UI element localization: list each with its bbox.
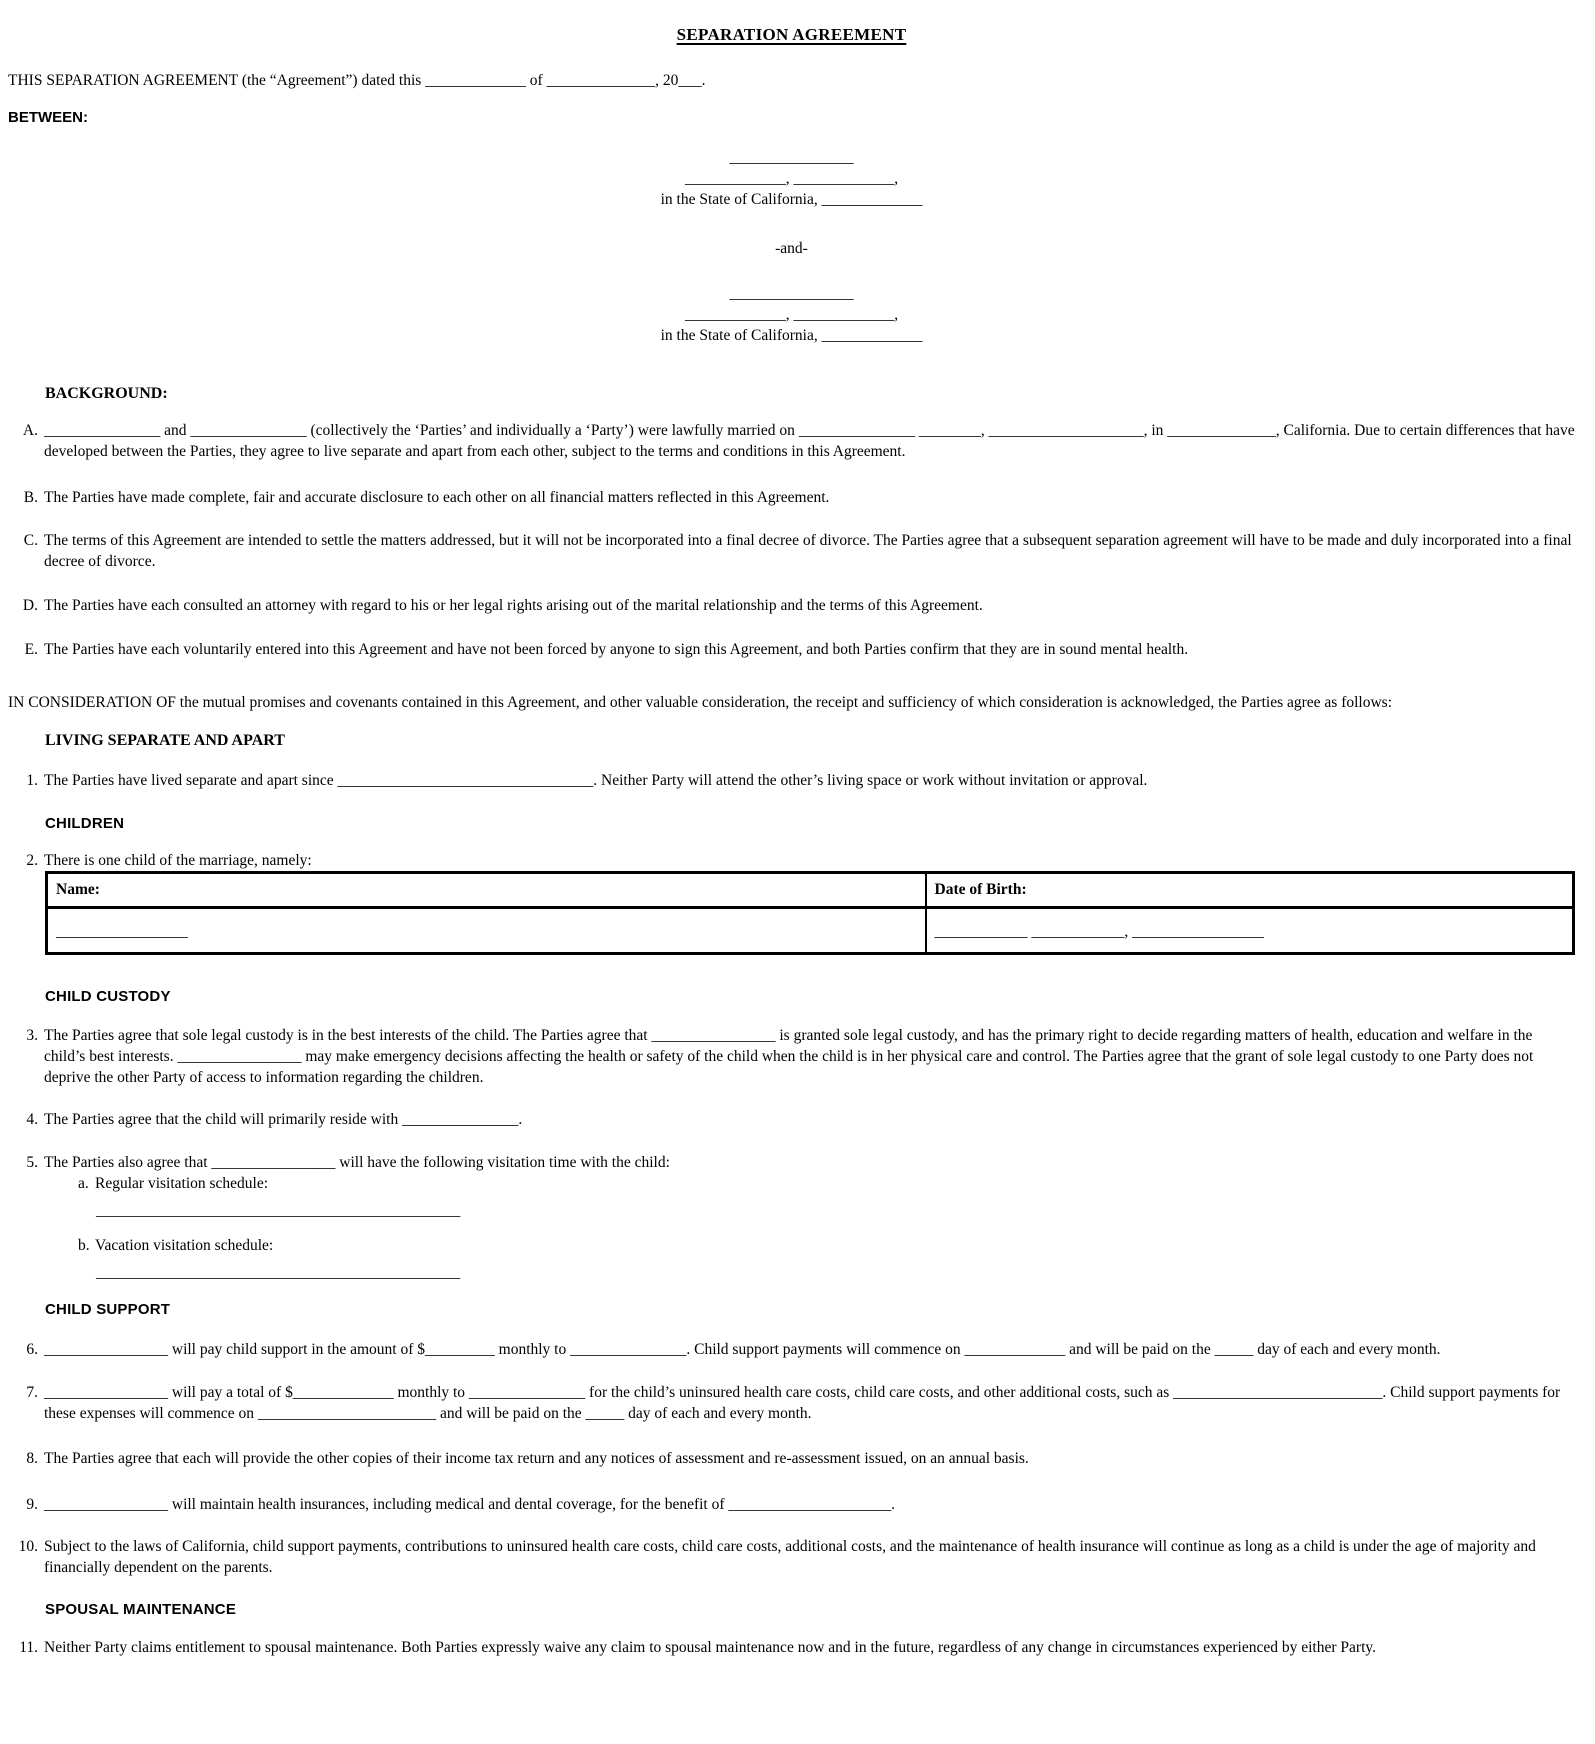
list-item-10 [8, 1536, 1575, 1578]
item-text: ________________ will maintain health insurances, including medical and dental coverage, for the benefit of _____________________. [44, 1496, 896, 1513]
list-item-2 [8, 850, 1575, 871]
party-1-address-blank: _____________, _____________, [684, 170, 899, 187]
children-heading: CHILDREN [45, 815, 125, 832]
intro-paragraph: THIS SEPARATION AGREEMENT (the “Agreement”) dated this _____________ of ______________, 20___. [8, 72, 706, 89]
item-text: The Parties have lived separate and apart since _________________________________. Neither Party will attend the other’s living space or work without invitation or approval. [44, 772, 1148, 789]
list-item-8 [8, 1448, 1575, 1469]
item-number: 10. [18, 1538, 38, 1555]
living-separate-heading: LIVING SEPARATE AND APART [45, 732, 285, 749]
item-letter: B. [23, 489, 38, 506]
item-text: The Parties have made complete, fair and accurate disclosure to each other on all financial matters reflected in this Agreement. [44, 489, 830, 506]
list-item-6 [8, 1339, 1575, 1360]
item-text: The Parties have each voluntarily entered into this Agreement and have not been forced by anyone to sign this Agreement, and both Parties confirm that they are in sound mental health. [44, 641, 1189, 658]
sub-item-text: Vacation visitation schedule: [95, 1237, 274, 1254]
children-table-data-row [47, 908, 1574, 954]
child-dob-blank-cell: ____________ ____________, _________________ [926, 908, 1574, 954]
item-text: Neither Party claims entitlement to spousal maintenance. Both Parties expressly waive any claim to spousal maintenance now and in the future, regardless of any change in circumstances experienced by either Party. [44, 1639, 1376, 1656]
consideration-paragraph: IN CONSIDERATION OF the mutual promises and covenants contained in this Agreement, and other valuable consideration, the receipt and sufficiency of which consideration is acknowledged, the Parties agree as follows: [8, 694, 1393, 711]
child-custody-heading: CHILD CUSTODY [45, 988, 171, 1005]
table-header-name: Name: [47, 873, 926, 908]
party-block-1 [8, 147, 1575, 210]
item-text: ________________ will pay a total of $_____________ monthly to _______________ for the child’s uninsured health care costs, child care costs, and other additional costs, such as ___________________________. Child support payments for these expenses will commence on _______________________ and will be paid on the _____ day of each and every month. [44, 1384, 1561, 1422]
sub-item-a [78, 1173, 1575, 1194]
list-item-4 [8, 1109, 1575, 1130]
party-block-2 [8, 283, 1575, 346]
regular-visitation-blank-line: _______________________________________________ [96, 1202, 461, 1219]
separation-agreement-document [8, 25, 1575, 1658]
item-text: _______________ and _______________ (collectively the ‘Parties’ and individually a ‘Party’) were lawfully married on _______________ ________, ____________________, in ______________, California. Due to certain differences that have developed between the Parties, they agree to live separate and apart from each other, subject to the terms and conditions in this Agreement. [44, 422, 1575, 460]
list-item-7 [8, 1382, 1575, 1424]
children-table-header-row [47, 873, 1574, 908]
and-separator: -and- [775, 240, 808, 257]
child-support-heading: CHILD SUPPORT [45, 1301, 171, 1318]
list-item-3 [8, 1025, 1575, 1088]
sub-item-letter: b. [78, 1237, 90, 1254]
children-table [45, 871, 1575, 955]
item-text: The Parties have each consulted an attorney with regard to his or her legal rights arising out of the marital relationship and the terms of this Agreement. [44, 597, 983, 614]
item-text: The Parties agree that each will provide the other copies of their income tax return and any notices of assessment and re-assessment issued, on an annual basis. [44, 1450, 1029, 1467]
party-1-state-line: in the State of California, _____________ [660, 191, 923, 208]
item-text: ________________ will pay child support in the amount of $_________ monthly to _______________. Child support payments will commence on _____________ and will be paid on the _____ day of each and every month. [44, 1341, 1441, 1358]
party-2-name-blank: ________________ [729, 285, 854, 302]
item-number: 3. [26, 1027, 38, 1044]
item-number: 1. [26, 772, 38, 789]
background-item-a [8, 420, 1575, 462]
item-number: 11. [19, 1639, 38, 1656]
sub-item-letter: a. [78, 1175, 89, 1192]
item-text: The terms of this Agreement are intended to settle the matters addressed, but it will not be incorporated into a final decree of divorce. The Parties agree that a subsequent separation agreement will have to be made and duly incorporated into a final decree of divorce. [44, 532, 1572, 570]
item-text: Subject to the laws of California, child support payments, contributions to uninsured health care costs, child care costs, additional costs, and the maintenance of health insurance will continue as long as a child is under the age of majority and financially dependent on the parents. [44, 1538, 1536, 1576]
item-letter: E. [24, 641, 38, 658]
item-text: There is one child of the marriage, namely: [44, 852, 312, 869]
child-name-blank-cell: _________________ [47, 908, 926, 954]
party-1-name-blank: ________________ [729, 149, 854, 166]
item-number: 5. [26, 1154, 38, 1171]
background-heading: BACKGROUND: [45, 385, 168, 402]
between-label: BETWEEN: [8, 109, 88, 126]
party-2-address-blank: _____________, _____________, [684, 306, 899, 323]
item-number: 2. [26, 852, 38, 869]
table-header-dob: Date of Birth: [926, 873, 1574, 908]
item-number: 6. [26, 1341, 38, 1358]
sub-item-b [78, 1235, 1575, 1256]
item-5-body [44, 1152, 1575, 1283]
item-number: 7. [26, 1384, 38, 1401]
item-number: 4. [26, 1111, 38, 1128]
list-item-9 [8, 1494, 1575, 1515]
item-text: The Parties agree that sole legal custody is in the best interests of the child. The Parties agree that ________________ is granted sole legal custody, and has the primary right to decide regarding matters of health, education and welfare in the child’s best interests. ________________ may make emergency decisions affecting the health or safety of the child when the child is in her physical care and control. The Parties agree that the grant of sole legal custody to one Party does not deprive the other Party of access to information regarding the children. [44, 1027, 1534, 1086]
background-item-e [8, 639, 1575, 660]
sub-item-text: Regular visitation schedule: [95, 1175, 269, 1192]
item-letter: C. [23, 532, 38, 549]
item-number: 8. [26, 1450, 38, 1467]
background-item-d [8, 595, 1575, 616]
item-number: 9. [26, 1496, 38, 1513]
spousal-maintenance-heading: SPOUSAL MAINTENANCE [45, 1601, 237, 1618]
document-title: SEPARATION AGREEMENT [676, 25, 907, 44]
list-item-1 [8, 770, 1575, 791]
item-text: The Parties also agree that ________________ will have the following visitation time with the child: [44, 1154, 670, 1171]
party-2-state-line: in the State of California, _____________ [660, 327, 923, 344]
background-item-c [8, 530, 1575, 572]
item-letter: A. [22, 422, 38, 439]
list-item-5 [8, 1152, 1575, 1283]
item-letter: D. [22, 597, 38, 614]
vacation-visitation-blank-line: _______________________________________________ [96, 1264, 461, 1281]
list-item-11 [8, 1637, 1575, 1658]
background-item-b [8, 487, 1575, 508]
item-text: The Parties agree that the child will primarily reside with _______________. [44, 1111, 523, 1128]
